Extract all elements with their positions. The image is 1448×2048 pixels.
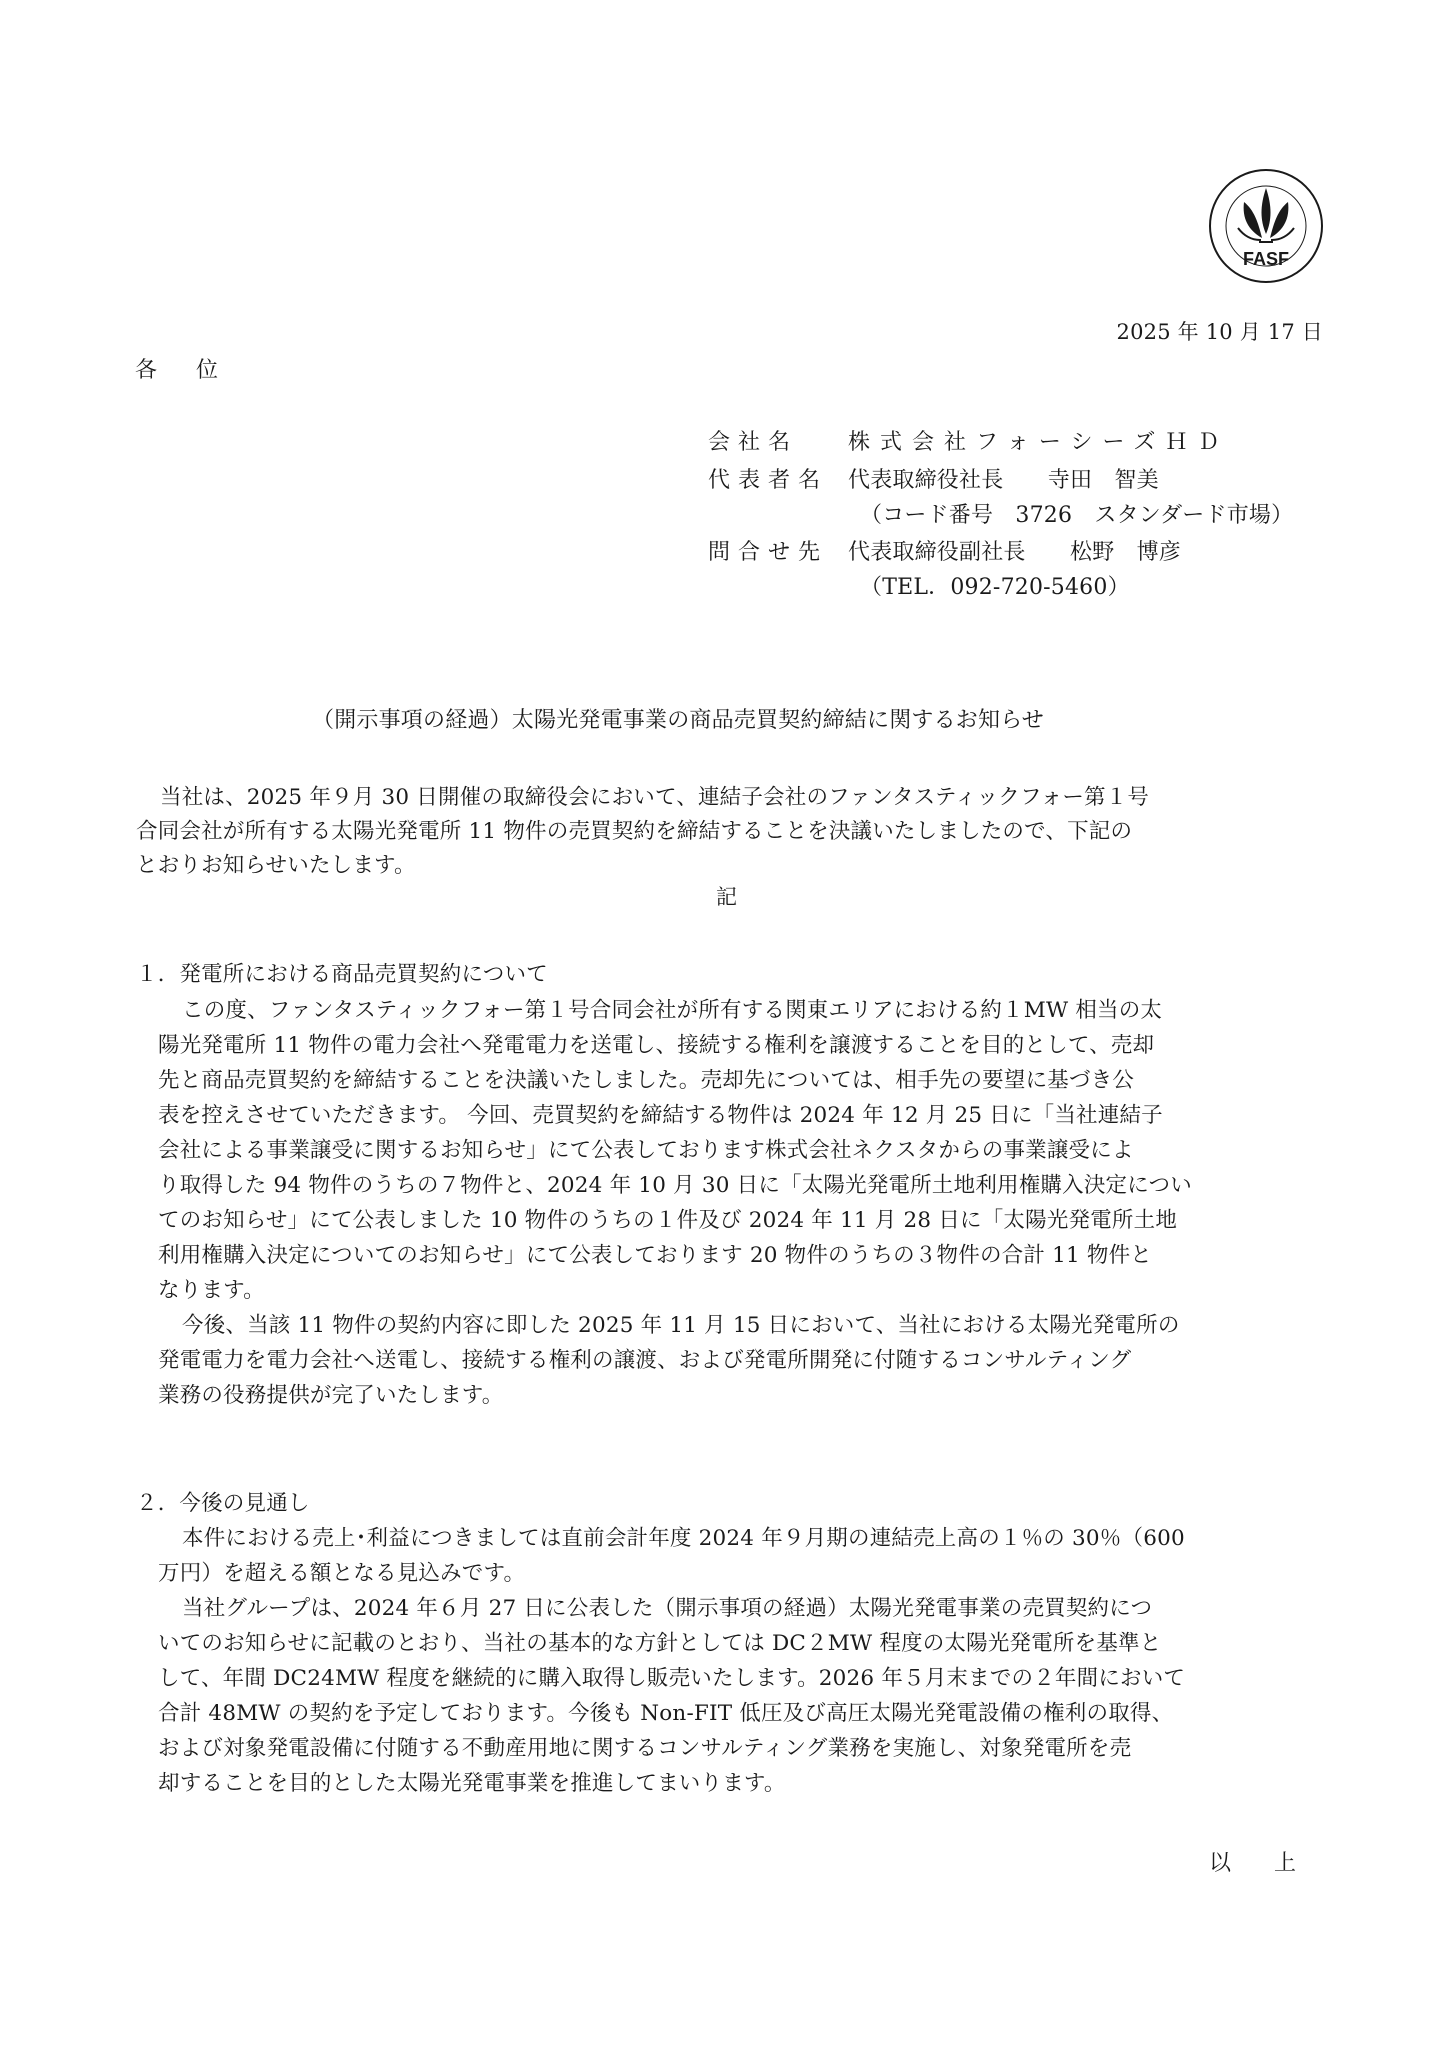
- fasf-seal-icon: [1208, 168, 1324, 284]
- company-label: 会社名: [708, 430, 799, 455]
- section1-line: 利用権購入決定についてのお知らせ」にて公表しております 20 物件のうちの３物件の合計 11 物件と: [158, 1243, 1152, 1268]
- section1-line: なります。: [158, 1278, 265, 1303]
- document-date: 2025 年 10 月 17 日: [1116, 320, 1323, 344]
- intro-line: 当社は、2025 年９月 30 日開催の取締役会において、連結子会社のファンタスティックフォー第１号: [160, 785, 1150, 810]
- section2-line: 万円）を超える額となる見込みです。: [158, 1561, 526, 1586]
- ki-marker: 記: [716, 885, 738, 909]
- document-title: （開示事項の経過）太陽光発電事業の商品売買契約締結に関するお知らせ: [312, 708, 1044, 733]
- contact-label: 問合せ先: [708, 540, 829, 565]
- section2-heading: ２．今後の見通し: [136, 1491, 310, 1516]
- fasf-logo: [1208, 168, 1324, 284]
- section1-line: り取得した 94 物件のうちの７物件と、2024 年 10 月 30 日に「太陽光発電所土地利用権購入決定につい: [158, 1173, 1192, 1198]
- section1-line: 今後、当該 11 物件の契約内容に即した 2025 年 11 月 15 日において、当社における太陽光発電所の: [182, 1313, 1180, 1338]
- section1-heading: １．発電所における商品売買契約について: [136, 962, 548, 987]
- intro-line: とおりお知らせいたします。: [136, 853, 416, 878]
- section2-line: 当社グループは、2024 年６月 27 日に公表した（開示事項の経過）太陽光発電事業の売買契約につ: [182, 1596, 1153, 1621]
- section1-line: 発電電力を電力会社へ送電し、接続する権利の譲渡、および発電所開発に付随するコンサルティング: [158, 1348, 1132, 1373]
- section2-line: して、年間 DC24MW 程度を継続的に購入取得し販売いたします。2026 年５月末までの２年間において: [158, 1666, 1186, 1691]
- contact-value: 代表取締役副社長 松野 博彦: [848, 540, 1182, 565]
- section1-line: 先と商品売買契約を締結することを決議いたしました。売却先については、相手先の要望に基づき公: [158, 1068, 1135, 1093]
- rep-value: 代表取締役社長 寺田 智美: [848, 468, 1159, 493]
- section1-line: この度、ファンタスティックフォー第１号合同会社が所有する関東エリアにおける約１MW 相当の太: [182, 998, 1163, 1023]
- section2-line: 合計 48MW の契約を予定しております。今後も Non-FIT 低圧及び高圧太陽光発電設備の権利の取得、: [158, 1701, 1174, 1726]
- stock-code: （コード番号 3726 スタンダード市場）: [860, 503, 1294, 528]
- section2-line: いてのお知らせに記載のとおり、当社の基本的な方針としては DC２MW 程度の太陽光発電所を基準と: [158, 1631, 1162, 1656]
- section1-line: 陽光発電所 11 物件の電力会社へ発電電力を送電し、接続する権利を譲渡することを目的として、売却: [158, 1033, 1155, 1058]
- section1-line: てのお知らせ」にて公表しました 10 物件のうちの１件及び 2024 年 11 月 28 日に「太陽光発電所土地: [158, 1208, 1178, 1233]
- closing-mark: 以 上: [1209, 1851, 1314, 1876]
- company-value: 株式会社フォーシーズＨＤ: [848, 430, 1230, 455]
- addressee: 各 位: [135, 358, 234, 383]
- section1-line: 表を控えさせていただきます。 今回、売買契約を締結する物件は 2024 年 12 月 25 日に「当社連結子: [158, 1103, 1163, 1128]
- section2-line: 却することを目的とした太陽光発電事業を推進してまいります。: [158, 1771, 786, 1796]
- section2-line: および対象発電設備に付随する不動産用地に関するコンサルティング業務を実施し、対象発電所を売: [158, 1736, 1132, 1761]
- section1-line: 会社による事業譲受に関するお知らせ」にて公表しております株式会社ネクスタからの事業譲受によ: [158, 1138, 1134, 1163]
- intro-line: 合同会社が所有する太陽光発電所 11 物件の売買契約を締結することを決議いたしましたので、下記の: [136, 819, 1133, 844]
- logo-text: FASF: [1242, 249, 1290, 269]
- section2-line: 本件における売上･利益につきましては直前会計年度 2024 年９月期の連結売上高の１％の 30％（600: [182, 1526, 1185, 1551]
- rep-label: 代表者名: [708, 468, 829, 493]
- section1-line: 業務の役務提供が完了いたします。: [158, 1383, 504, 1408]
- tel-number: （TEL．092-720-5460）: [860, 575, 1130, 600]
